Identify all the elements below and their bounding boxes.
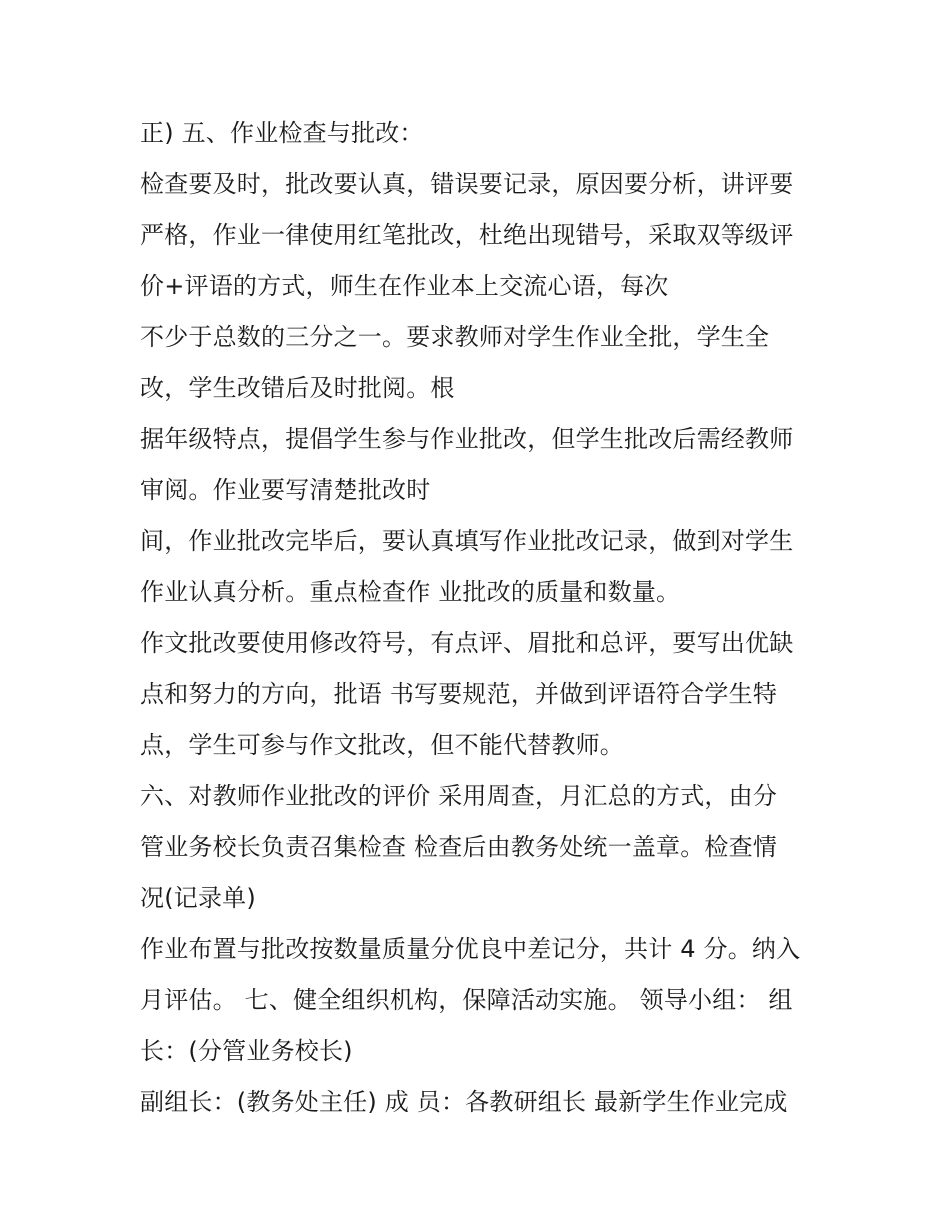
text-line: 作业布置与批改按数量质量分优良中差记分，共计 4 分。纳入 bbox=[140, 935, 801, 963]
text-line: 六、对教师作业批改的评价 采用周查，月汇总的方式，由分 bbox=[140, 782, 778, 810]
text-line: 改，学生改错后及时批阅。根 bbox=[140, 374, 455, 402]
text-line: 月评估。 七、健全组织机构，保障活动实施。 领导小组： 组 bbox=[140, 986, 793, 1014]
text-line: 价+评语的方式，师生在作业本上交流心语，每次 bbox=[140, 272, 669, 300]
text-line: 管业务校长负责召集检查 检查后由教务处统一盖章。检查情 bbox=[140, 833, 778, 861]
text-line: 严格，作业一律使用红笔批改，杜绝出现错号，采取双等级评 bbox=[140, 221, 794, 249]
text-line: 点，学生可参与作文批改，但不能代替教师。 bbox=[140, 731, 624, 759]
text-line: 正) 五、作业检查与批改： bbox=[140, 119, 424, 147]
text-line: 作文批改要使用修改符号，有点评、眉批和总评，要写出优缺 bbox=[140, 629, 794, 657]
text-line: 作业认真分析。重点检查作 业批改的质量和数量。 bbox=[140, 578, 681, 606]
text-line: 间，作业批改完毕后，要认真填写作业批改记录，做到对学生 bbox=[140, 527, 794, 555]
text-line: 不少于总数的三分之一。要求教师对学生作业全批，学生全 bbox=[140, 323, 770, 351]
text-line: 点和努力的方向，批语 书写要规范，并做到评语符合学生特 bbox=[140, 680, 778, 708]
text-line: 据年级特点，提倡学生参与作业批改，但学生批改后需经教师 bbox=[140, 425, 794, 453]
text-line: 长：(分管业务校长) bbox=[140, 1037, 353, 1065]
text-line: 检查要及时，批改要认真，错误要记录，原因要分析，讲评要 bbox=[140, 170, 794, 198]
text-line: 况(记录单) bbox=[140, 884, 256, 912]
text-line: 副组长：(教务处主任) 成 员：各教研组长 最新学生作业完成 bbox=[140, 1088, 788, 1116]
document-body bbox=[140, 108, 830, 1128]
text-line: 审阅。作业要写清楚批改时 bbox=[140, 476, 431, 504]
